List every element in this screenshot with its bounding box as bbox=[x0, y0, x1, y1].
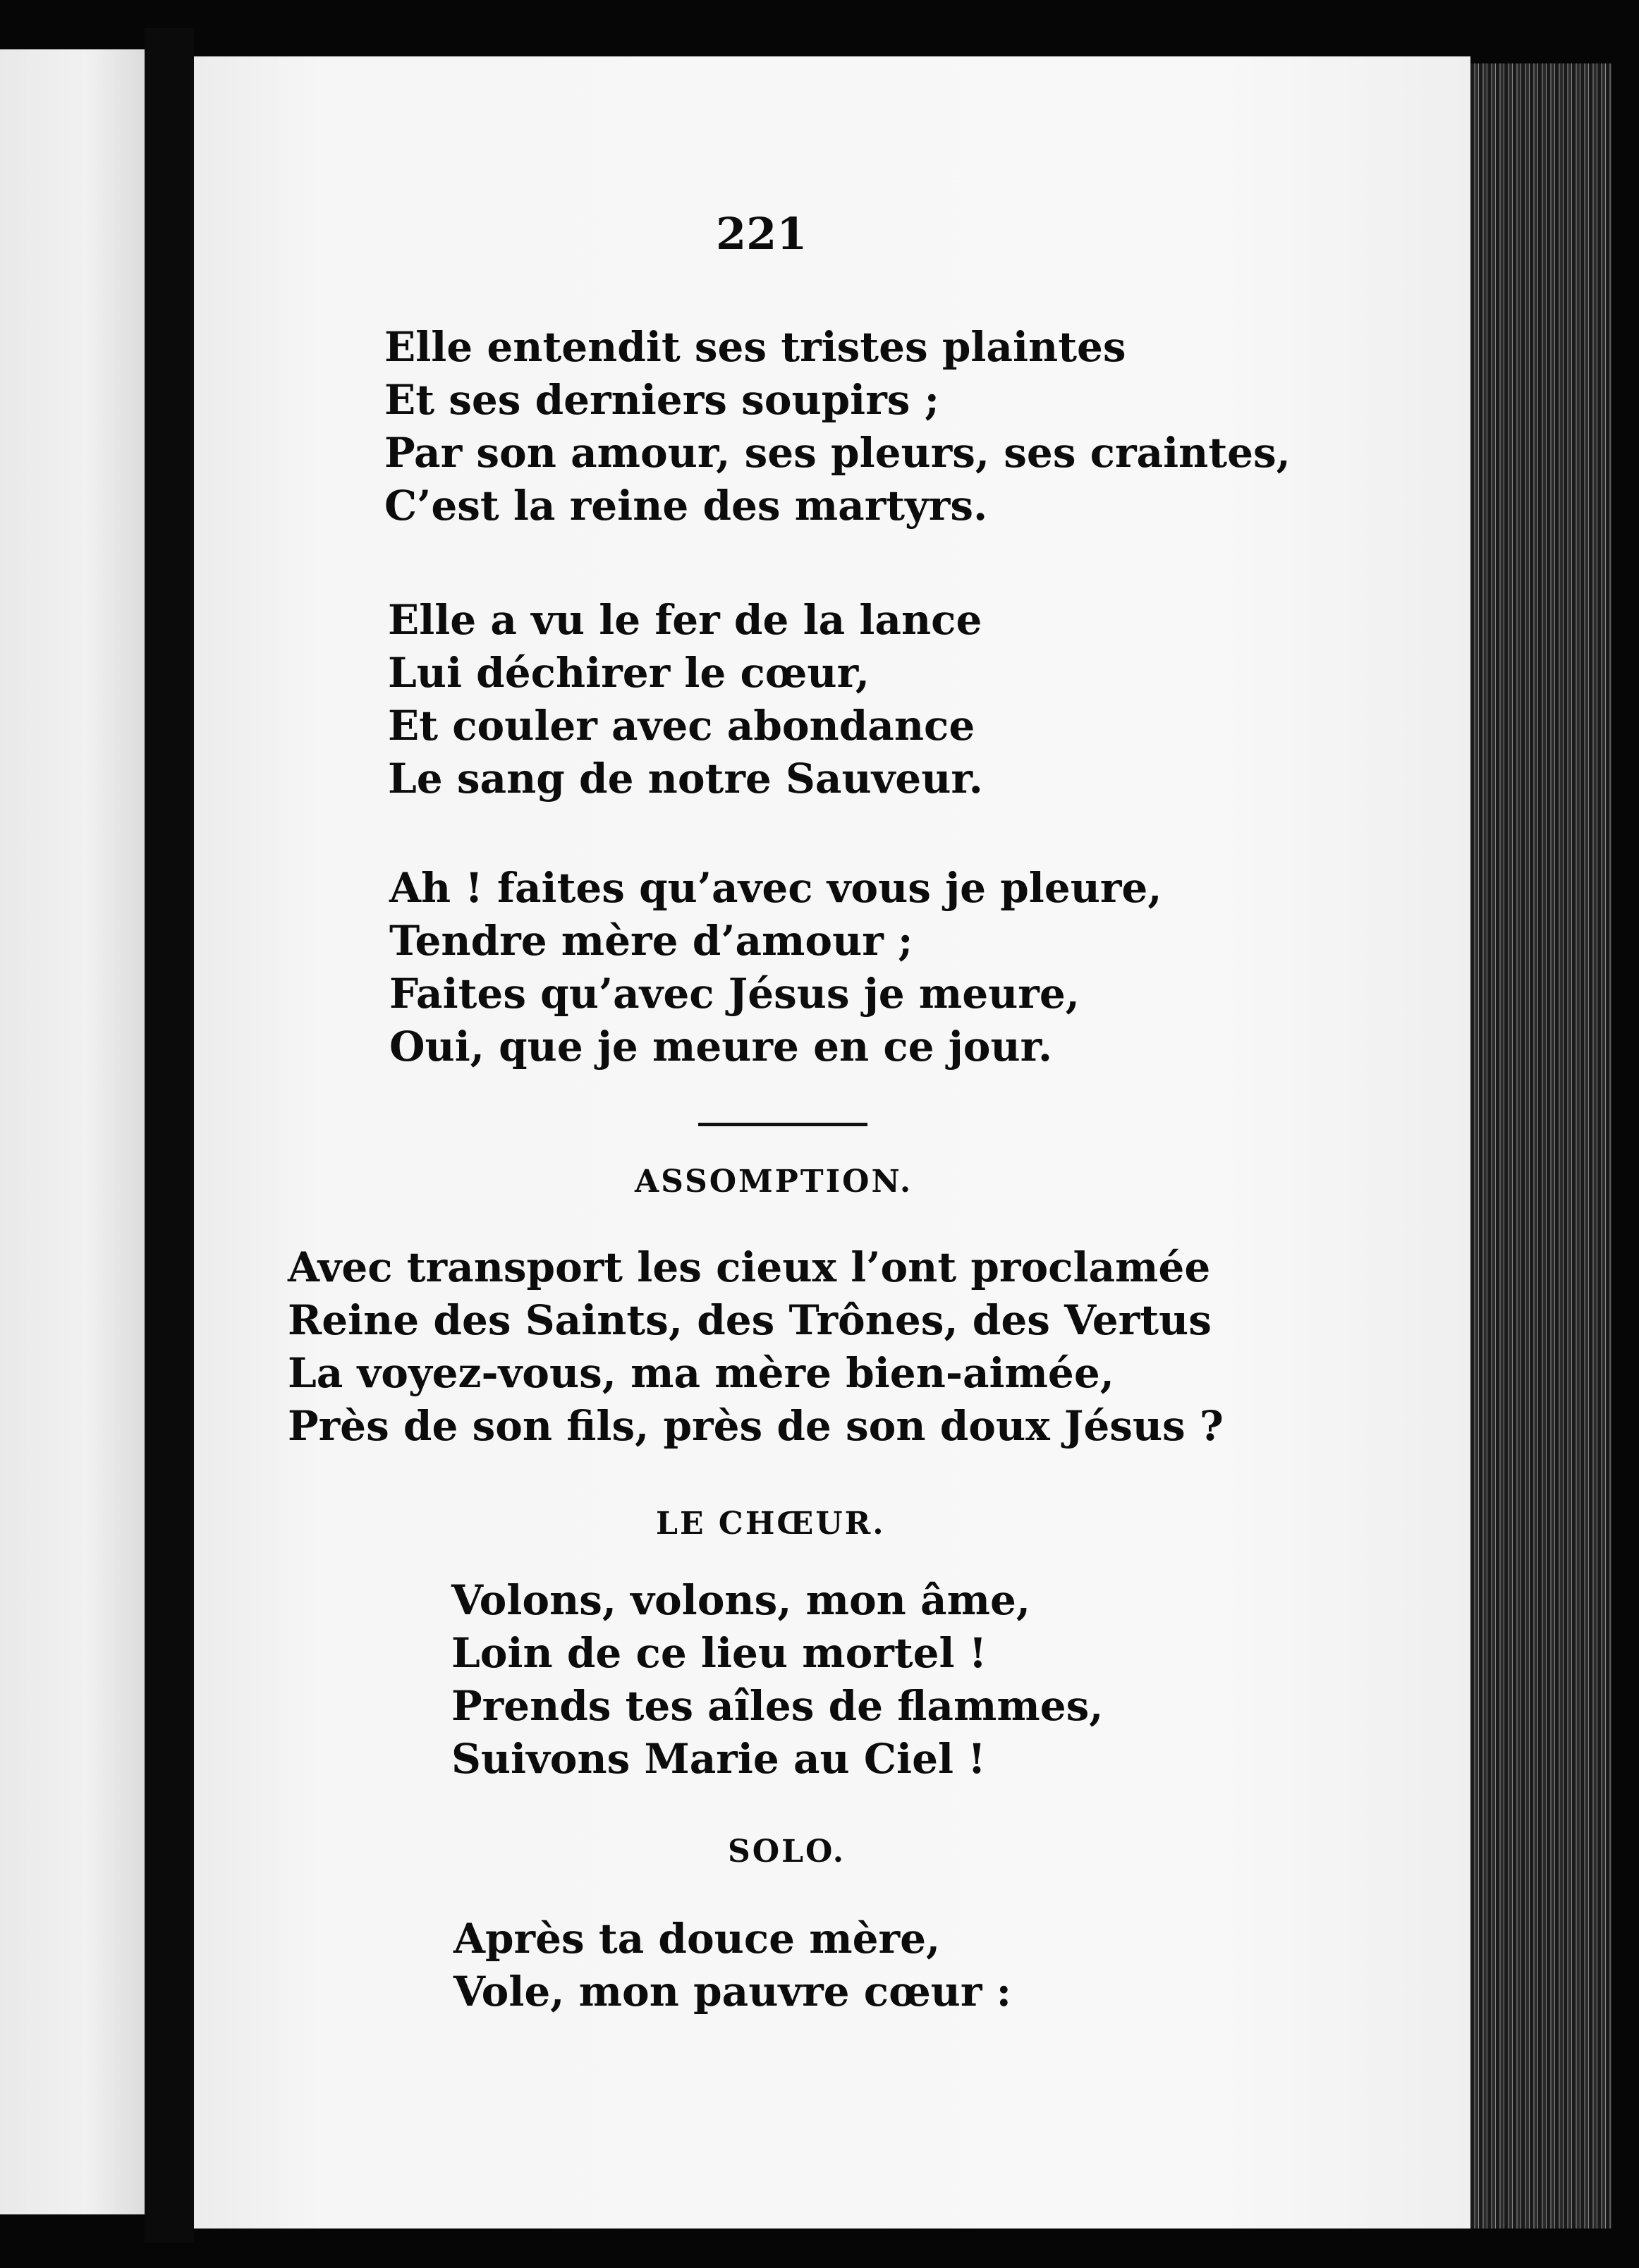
stanza-1 bbox=[384, 321, 1291, 532]
verse-line: Et couler avec abondance bbox=[388, 702, 975, 750]
verse-line: Après ta douce mère, bbox=[453, 1915, 941, 1963]
verse-line: Tendre mère d’amour ; bbox=[389, 917, 913, 965]
verse-line: Près de son fils, près de son doux Jésus ? bbox=[288, 1402, 1224, 1450]
left-facing-page bbox=[0, 49, 145, 2214]
verse-line: La voyez-vous, ma mère bien-aimée, bbox=[288, 1349, 1114, 1397]
verse-line: Reine des Saints, des Trônes, des Vertus bbox=[288, 1296, 1212, 1344]
verse-line: C’est la reine des martyrs. bbox=[384, 482, 988, 530]
section-title-assomption: ASSOMPTION. bbox=[635, 1164, 913, 1200]
assomption-stanza bbox=[288, 1241, 1224, 1453]
verse-line: Prends tes aîles de flammes, bbox=[451, 1682, 1104, 1730]
section-title-choeur: LE CHŒUR. bbox=[656, 1506, 886, 1542]
book-gutter bbox=[145, 28, 194, 2243]
choeur-stanza bbox=[451, 1574, 1103, 1786]
verse-line: Et ses derniers soupirs ; bbox=[384, 376, 940, 424]
page-number: 221 bbox=[716, 208, 808, 260]
verse-line: Ah ! faites qu’avec vous je pleure, bbox=[389, 864, 1162, 912]
verse-line: Avec transport les cieux l’ont proclamée bbox=[288, 1243, 1211, 1291]
stanza-2 bbox=[388, 594, 983, 805]
section-title-solo: SOLO. bbox=[728, 1834, 846, 1870]
verse-line: Suivons Marie au Ciel ! bbox=[451, 1735, 986, 1783]
verse-line: Oui, que je meure en ce jour. bbox=[389, 1023, 1053, 1071]
verse-line: Vole, mon pauvre cœur : bbox=[453, 1968, 1012, 2016]
verse-line: Loin de ce lieu mortel ! bbox=[451, 1629, 987, 1677]
verse-line: Lui déchirer le cœur, bbox=[388, 649, 870, 697]
section-divider bbox=[698, 1123, 867, 1126]
verse-line: Elle a vu le fer de la lance bbox=[388, 596, 982, 644]
verse-line: Volons, volons, mon âme, bbox=[451, 1576, 1031, 1624]
verse-line: Par son amour, ses pleurs, ses craintes, bbox=[384, 429, 1291, 477]
solo-stanza bbox=[453, 1913, 1011, 2018]
verse-line: Faites qu’avec Jésus je meure, bbox=[389, 970, 1080, 1018]
stanza-3 bbox=[389, 862, 1162, 1073]
page-edges bbox=[1470, 63, 1611, 2229]
verse-line: Le sang de notre Sauveur. bbox=[388, 755, 983, 803]
verse-line: Elle entendit ses tristes plaintes bbox=[384, 323, 1126, 371]
